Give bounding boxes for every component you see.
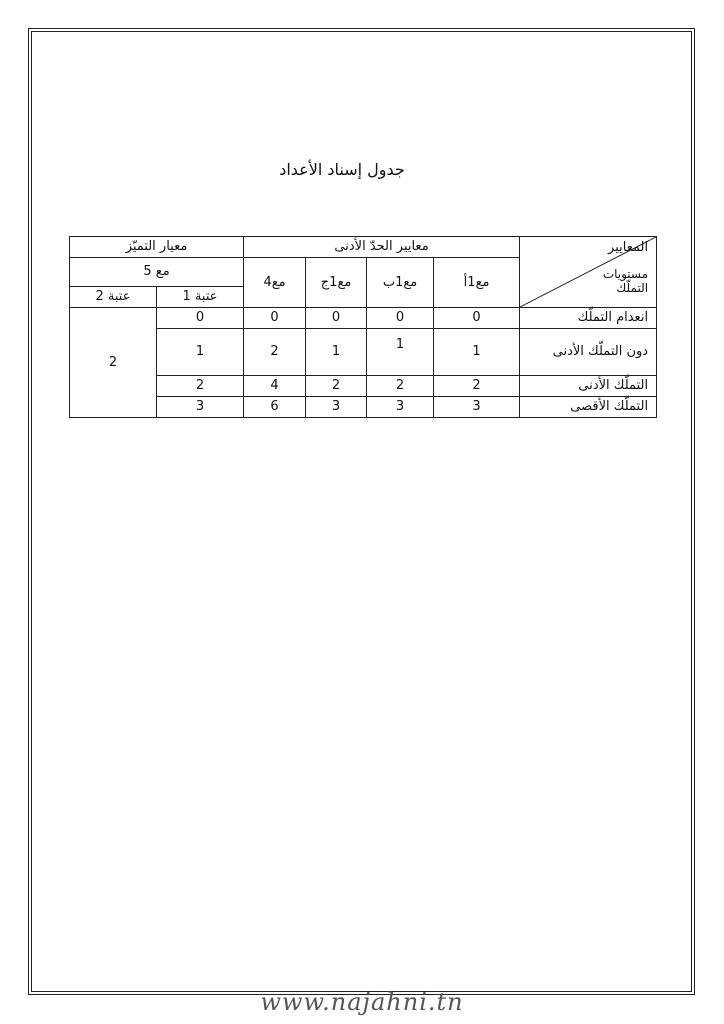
excellence-criterion-header: مع 5 — [70, 258, 244, 287]
value-cell: 6 — [244, 397, 306, 418]
site-watermark: www.najahni.tn — [260, 988, 464, 1016]
value-cell: 3 — [306, 397, 367, 418]
value-cell: 3 — [434, 397, 520, 418]
criteria-header: المعايير — [608, 240, 649, 255]
value-cell: 2 — [367, 376, 434, 397]
value-cell: 1 — [157, 329, 244, 376]
value-cell — [367, 329, 434, 376]
threshold-header: عتبة 2 — [70, 287, 157, 308]
value-cell: 2 — [157, 376, 244, 397]
value-cell: 1 — [306, 329, 367, 376]
table-row — [70, 376, 657, 397]
value-cell: 0 — [244, 308, 306, 329]
value-text: 1 — [395, 337, 405, 352]
min-criteria-header: معايير الحدّ الأدنى — [244, 237, 520, 258]
excellence-value-cell: 2 — [70, 308, 157, 418]
level-cell: التملّك الأدنى — [520, 376, 657, 397]
grading-table — [69, 236, 657, 418]
corner-cell — [520, 237, 657, 308]
criterion-header: مع4 — [244, 258, 306, 308]
level-cell: انعدام التملّك — [520, 308, 657, 329]
criterion-header: مع1أ — [434, 258, 520, 308]
table-row — [70, 397, 657, 418]
levels-header: مستويات التملّك — [602, 267, 649, 295]
page-title: جدول إسناد الأعداد — [279, 160, 405, 179]
table-row — [70, 308, 657, 329]
table-header-row-1 — [70, 237, 657, 258]
excellence-header: معيار التميّز — [70, 237, 244, 258]
threshold-header: عتبة 1 — [157, 287, 244, 308]
value-cell: 3 — [157, 397, 244, 418]
criterion-header: مع1ب — [367, 258, 434, 308]
value-cell: 2 — [244, 329, 306, 376]
level-cell: التملّك الأقصى — [520, 397, 657, 418]
level-cell: دون التملّك الأدنى — [520, 329, 657, 376]
value-cell: 0 — [434, 308, 520, 329]
value-cell: 0 — [306, 308, 367, 329]
table-row — [70, 329, 657, 376]
value-cell: 1 — [434, 329, 520, 376]
value-cell: 0 — [367, 308, 434, 329]
criterion-header: مع1ج — [306, 258, 367, 308]
value-cell: 2 — [434, 376, 520, 397]
value-cell: 2 — [306, 376, 367, 397]
value-cell: 3 — [367, 397, 434, 418]
value-cell: 4 — [244, 376, 306, 397]
value-cell: 0 — [157, 308, 244, 329]
